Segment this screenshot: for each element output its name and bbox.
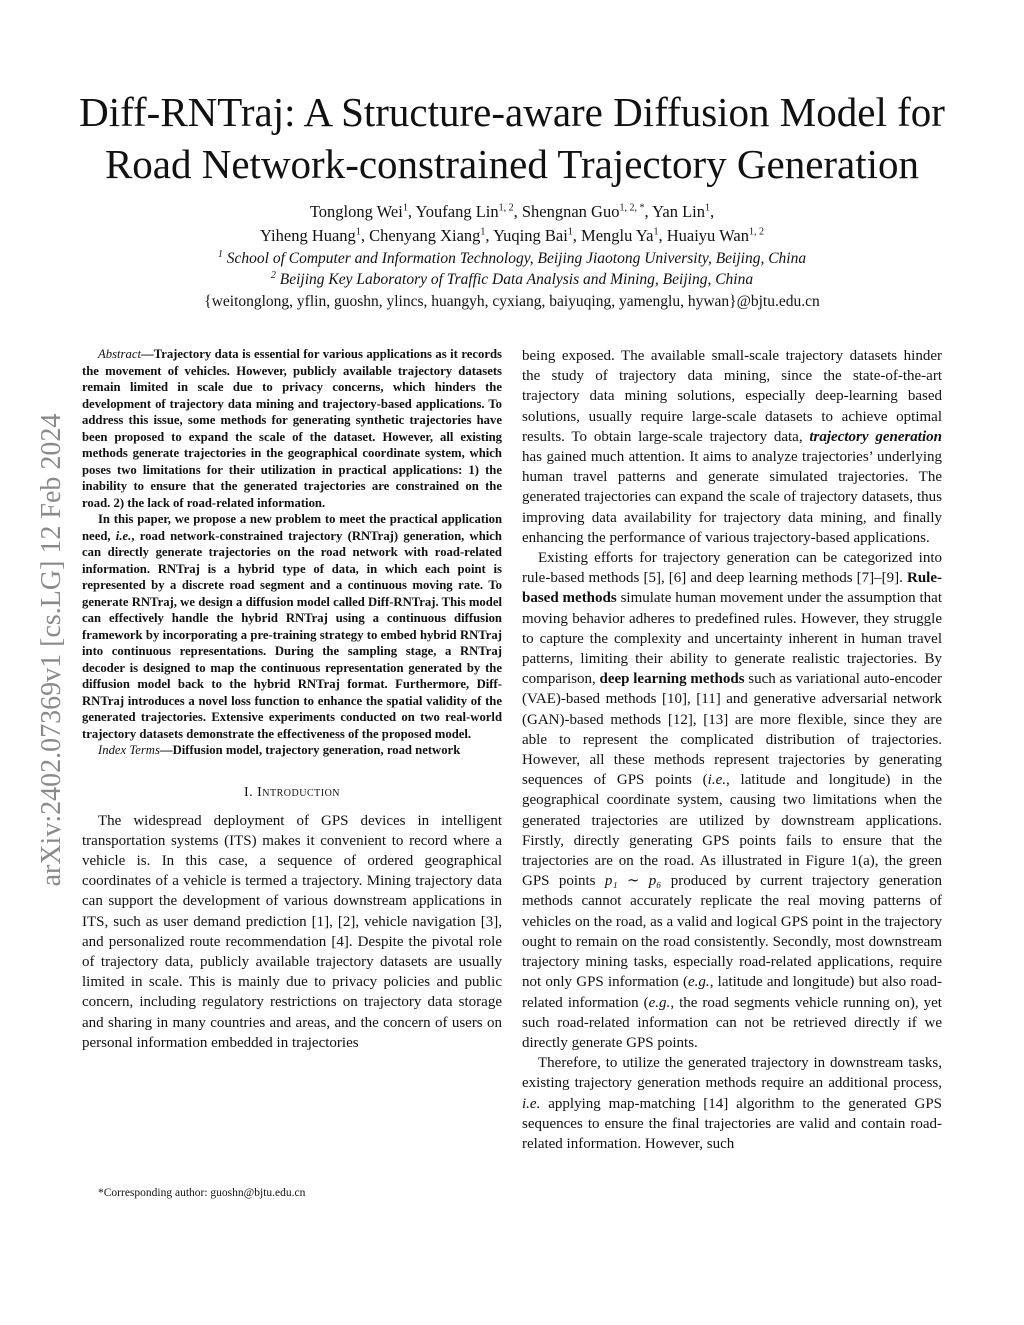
body-text: produced by current trajectory generation methods cannot accurately replicate the real moving patterns of vehicles on the road, as a valid and logical GPS point in the trajectory ought to remain on the road consistently. Secondly, most downstream trajectory mining tasks, especially road-related applications, require not only GPS information ( <box>522 873 942 991</box>
abstract-paragraph-2 <box>82 511 502 742</box>
section-heading-text: I. Introduction <box>243 784 341 800</box>
index-terms-label: Index Terms <box>98 743 160 757</box>
author-name: Youfang Lin <box>415 202 499 221</box>
author-name: Chenyang Xiang <box>369 226 481 245</box>
section-heading <box>82 785 502 801</box>
right-paragraph-1 <box>522 346 942 548</box>
author-name: Menglu Ya <box>581 226 654 245</box>
title-line-2: Road Network-constrained Trajectory Generation <box>104 141 920 187</box>
intro-body <box>82 811 502 1053</box>
author-name: Yuqing Bai <box>493 226 568 245</box>
title-line-1: Diff-RNTraj: A Structure-aware Diffusion Model for <box>79 89 945 135</box>
author-sup: 1, 2 <box>498 202 514 214</box>
abstract <box>82 346 502 759</box>
author-name: Yiheng Huang <box>260 226 356 245</box>
right-column <box>522 346 942 1154</box>
body-text: applying map-matching [14] algorithm to the generated GPS sequences to ensure the final trajectories are valid and contain road-related information. However, such <box>522 1095 942 1152</box>
author-name: Huaiyu Wan <box>666 226 749 245</box>
body-text: Therefore, to utilize the generated trajectory in downstream tasks, existing trajectory generation methods require an additional process, <box>522 1055 942 1092</box>
math-text: p₁ ∼ p₆ <box>604 873 662 890</box>
italic-text: e.g. <box>688 974 710 991</box>
index-terms <box>82 742 502 759</box>
body-text: being exposed. The available small-scale trajectory datasets hinder the study of trajectory data mining, since the state-of-the-art trajectory data mining solutions, especially deep-learning based solutions, usually require large-scale datasets to achieve optimal results. To obtain large-scale trajectory data, <box>522 348 942 445</box>
author-name: Shengnan Guo <box>521 202 620 221</box>
italic-text: e.g. <box>648 994 671 1011</box>
bold-term: deep learning methods <box>599 671 745 688</box>
intro-paragraph-1: The widespread deployment of GPS devices in intelligent transportation systems (ITS) makes it convenient to record where a vehicle is. In this case, a sequence of ordered geographical coordinates of a vehicle is termed a trajectory. Mining trajectory data can support the development of various downstream applications in ITS, such as user demand prediction [1], [2], vehicle navigation [3], and personalized route recommendation [4]. Despite the pivotal role of trajectory data, publicly available trajectory datasets are usually limited in scale. This is mainly due to privacy policies and public concern, including regulatory restrictions on trajectory data storage and sharing in many countries and areas, and the concern of users on personal information embedded in trajectories <box>82 812 502 1051</box>
paper-title <box>60 86 964 190</box>
body-text: simulate human movement under the assumption that moving behavior adheres to predefined rules. However, they struggle to capture the complexity and uncertainty inherent in human travel patterns, limiting their ability to generate realistic trajectories. By comparison, <box>522 590 942 688</box>
index-terms-text: —Diffusion model, trajectory generation, road network <box>159 743 461 757</box>
italic-text: i.e. <box>707 772 726 789</box>
body-text: Existing efforts for trajectory generation can be categorized into rule-based methods [5], [6] and deep learning methods [7]–[9]. <box>522 550 942 587</box>
body-text: has gained much attention. It aims to analyze trajectories’ underlying human travel patterns and generate simulated trajectories. The generated trajectories can expand the scale of trajectory datasets, thus improving data availability for trajectory data mining, and finally enhancing the performance of various trajectory-based applications. <box>522 449 942 546</box>
left-column <box>82 346 502 1053</box>
arxiv-identifier: arXiv:2402.07369v1 [cs.LG] 12 Feb 2024 <box>36 413 67 887</box>
italic-text: i.e. <box>522 1095 541 1112</box>
affiliation-sup: 1 <box>217 248 223 260</box>
right-paragraph-3 <box>522 1053 942 1154</box>
arxiv-sidebar <box>36 350 68 950</box>
author-sup: 1 <box>480 226 486 238</box>
author-sup: 1, 2 <box>748 226 764 238</box>
author-sup: 1 <box>402 202 408 214</box>
bold-term: Rule-based methods <box>522 570 942 607</box>
abstract-text: , road network-constrained trajectory (RNTraj) generation, which can directly generate trajectories on the road network with road-related information. RNTraj is a hybrid type of data, in which each point is represented by a discrete road segment and a continuous moving rate. To generate RNTraj, we design a diffusion model called Diff-RNTraj. This model can effectively handle the hybrid RNTraj using a continuous diffusion framework by incorporating a pre-training strategy to embed hybrid RNTraj into continuous representations. During the sampling stage, a RNTraj decoder is designed to map the continuous representation generated by the diffusion model back to the hybrid RNTraj format. Furthermore, Diff-RNTraj introduces a novel loss function to enhance the spatial validity of the generated trajectories. Extensive experiments conducted on two real-world trajectory datasets demonstrate the effectiveness of the proposed model. <box>82 528 502 741</box>
author-sup: 1 <box>567 226 573 238</box>
author-line-1: Tonglong Wei$^1$, Youfang Lin$^{1, 2}$, Shengnan Guo$^{1, 2, *}$, Yan Lin$^1$, <box>309 202 715 221</box>
body-text: , the road segments vehicle running on), yet such road-related information can not be retrieved directly if we directly generate GPS points. <box>522 994 942 1051</box>
body-text: such as variational auto-encoder (VAE)-based methods [10], [11] and generative adversarial network (GAN)-based methods [12], [13] are more flexible, since they are able to represent the complicated distribution of trajectories. However, all these methods represent trajectories by generating sequences of GPS points ( <box>522 671 942 789</box>
author-name: Yan Lin <box>652 202 706 221</box>
body-text: , latitude and longitude) but also road-related information ( <box>522 974 942 1011</box>
abstract-label: Abstract <box>98 347 141 361</box>
author-sup: 1 <box>705 202 711 214</box>
abstract-text: —Trajectory data is essential for various applications as it records the movement of vehicles. However, publicly available trajectory datasets remain limited in scale due to privacy concerns, which hinders the development of trajectory data mining and trajectory-based applications. To address this issue, some methods for generating synthetic trajectories have been proposed to expand the scale of the dataset. However, all existing methods generate trajectories in the geographical coordinate system, which poses two limitations for their utilization in practical applications: 1) the inability to ensure that the generated trajectories are constrained on the road. 2) the lack of road-related information. <box>82 347 502 510</box>
affiliation-text: Beijing Key Laboratory of Traffic Data Analysis and Mining, Beijing, China <box>279 271 754 288</box>
author-sup: 1 <box>355 226 361 238</box>
author-line-2: Yiheng Huang$^1$, Chenyang Xiang$^1$, Yuqing Bai$^1$, Menglu Ya$^1$, Huaiyu Wan$^{1, 2}$ <box>260 226 764 245</box>
author-sup: 1, 2, * <box>619 202 645 214</box>
affiliation-text: School of Computer and Information Technology, Beijing Jiaotong University, Beijing, China <box>226 250 807 267</box>
affiliation-2 <box>60 269 964 290</box>
affiliation-sup: 2 <box>270 269 276 281</box>
author-name: Tonglong Wei <box>309 202 403 221</box>
author-sup: 1 <box>653 226 659 238</box>
author-emails: {weitonglong, yflin, guoshn, ylincs, huangyh, cyxiang, baiyuqing, yamenglu, hywan}@bjtu.edu.cn <box>204 293 820 310</box>
right-paragraph-2 <box>522 548 942 1053</box>
affiliation-1 <box>60 248 964 269</box>
right-body <box>522 346 942 1154</box>
abstract-text: In this paper, we propose a new problem to meet the practical application need, <box>82 512 502 543</box>
abstract-italic: i.e. <box>115 528 132 543</box>
emphasis-text: trajectory generation <box>809 428 942 445</box>
corresponding-author-footnote: *Corresponding author: guoshn@bjtu.edu.cn <box>98 1187 306 1199</box>
body-text: , latitude and longitude) in the geographical coordinate system, causing two limitations when the generated trajectories are utilized by downstream applications. Firstly, directly generating GPS points fails to ensure that the trajectories are on the road. As illustrated in Figure 1(a), the green GPS points <box>522 772 942 890</box>
author-block <box>60 200 964 313</box>
abstract-paragraph-1 <box>82 346 502 511</box>
